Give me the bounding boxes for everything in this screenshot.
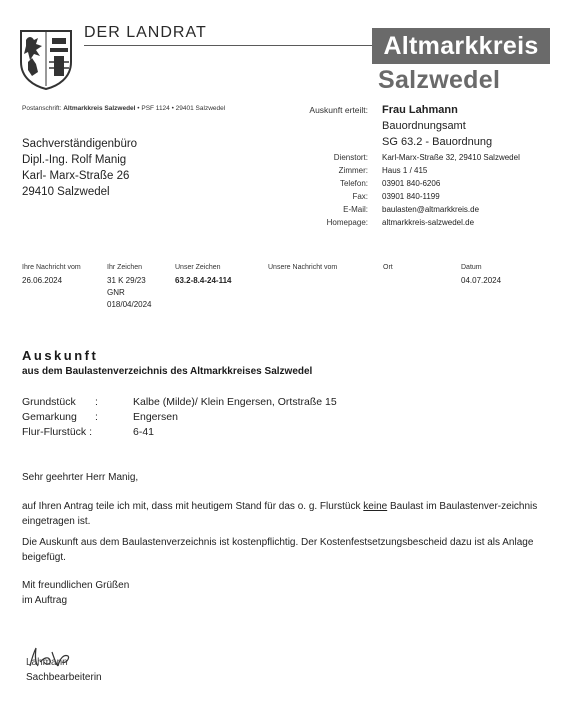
p1-text-end: Baulast im Baulastenver-zeichnis eingetragen ist. xyxy=(22,501,538,527)
property-value: Engersen xyxy=(133,411,178,423)
ref-ihre-nachricht-value: 26.06.2024 xyxy=(22,276,63,285)
coat-of-arms-icon xyxy=(18,28,74,90)
property-value: Kalbe (Milde)/ Klein Engersen, Ortstraße 15 xyxy=(133,396,337,408)
p1-text: auf Ihren Antrag teile ich mit, dass mit heutigem Stand für das o. g. Flurstück xyxy=(22,501,364,512)
signer-role: Sachbearbeiterin xyxy=(26,672,102,683)
ref-label-ihre-nachricht: Ihre Nachricht vom xyxy=(22,264,81,271)
postal-sender: Altmarkkreis Salzwedel xyxy=(63,105,136,112)
subject-subtitle: aus dem Baulastenverzeichnis des Altmarkkreises Salzwedel xyxy=(22,366,313,377)
contact-office: Bauordnungsamt xyxy=(382,120,466,132)
ref-datum-value: 04.07.2024 xyxy=(461,276,502,285)
recipient-line: Karl- Marx-Straße 26 xyxy=(22,170,130,182)
ref-label-ihr-zeichen: Ihr Zeichen xyxy=(107,264,143,271)
contact-unit: SG 63.2 - Bauordnung xyxy=(382,136,493,148)
ref-ihr-zeichen-value: 31 K 29/23 xyxy=(107,276,146,285)
contact-row-label: Telefon: xyxy=(339,179,368,188)
property-label: Flur-Flurstück : xyxy=(22,426,93,438)
contact-row-value: 03901 840-6206 xyxy=(382,179,441,188)
property-value: 6-41 xyxy=(133,426,155,438)
ref-label-ort: Ort xyxy=(383,264,393,271)
body-paragraph-2: Die Auskunft aus dem Baulastenverzeichnis ist kostenpflichtig. Der Kostenfestsetzungsbescheid dazu ist als Anlage beigefügt. xyxy=(22,537,534,563)
ref-label-unser-zeichen: Unser Zeichen xyxy=(175,264,221,271)
ref-label-unsere-nachricht: Unsere Nachricht vom xyxy=(268,264,338,271)
letterhead-title: DER LANDRAT xyxy=(84,24,207,41)
brand-name-line1: Altmarkkreis xyxy=(372,28,550,64)
ref-label-datum: Datum xyxy=(461,264,482,271)
contact-row-label: Zimmer: xyxy=(338,166,368,175)
contact-homepage-link[interactable]: altmarkkreis-salzwedel.de xyxy=(382,218,475,227)
recipient-line: Sachverständigenbüro xyxy=(22,138,138,150)
property-label: Grundstück xyxy=(22,396,76,408)
closing-auftrag: im Auftrag xyxy=(22,595,68,606)
contact-row-value: Haus 1 / 415 xyxy=(382,166,428,175)
contact-label: Auskunft erteilt: xyxy=(309,105,368,115)
contact-row-label: Dienstort: xyxy=(333,153,368,162)
contact-row-label: E-Mail: xyxy=(343,205,368,214)
recipient-address xyxy=(22,136,137,200)
contact-row-value: 03901 840-1199 xyxy=(382,192,440,201)
p1-emphasis: keine xyxy=(363,501,388,512)
ref-ihr-zeichen-value: GNR xyxy=(107,288,125,297)
brand-name-line2: Salzwedel xyxy=(378,66,501,94)
recipient-line: Dipl.-Ing. Rolf Manig xyxy=(22,154,127,166)
salutation: Sehr geehrter Herr Manig, xyxy=(22,472,139,483)
contact-row-label: Homepage: xyxy=(326,218,368,227)
property-separator: : xyxy=(95,411,98,423)
ref-ihr-zeichen-value: 018/04/2024 xyxy=(107,300,152,309)
subject-title: Auskunft xyxy=(22,348,99,363)
letterhead-rule xyxy=(84,45,374,46)
postal-prefix: Postanschrift: xyxy=(22,105,62,112)
contact-row-value: Karl-Marx-Straße 32, 29410 Salzwedel xyxy=(382,153,520,162)
recipient-line: 29410 Salzwedel xyxy=(22,186,110,198)
signer-name: Lahmann xyxy=(26,657,68,668)
contact-email-link[interactable]: baulasten@altmarkkreis.de xyxy=(382,205,480,214)
postal-address-line xyxy=(22,105,225,112)
ref-unser-zeichen-value: 63.2-8.4-24-114 xyxy=(175,276,232,285)
postal-rest: • PSF 1124 • 29401 Salzwedel xyxy=(137,105,226,112)
contact-row-label: Fax: xyxy=(352,192,368,201)
property-label: Gemarkung xyxy=(22,411,77,423)
property-separator: : xyxy=(95,396,98,408)
body-paragraph-1 xyxy=(22,499,562,529)
contact-name: Frau Lahmann xyxy=(382,104,458,116)
closing-greeting: Mit freundlichen Grüßen xyxy=(22,580,130,591)
